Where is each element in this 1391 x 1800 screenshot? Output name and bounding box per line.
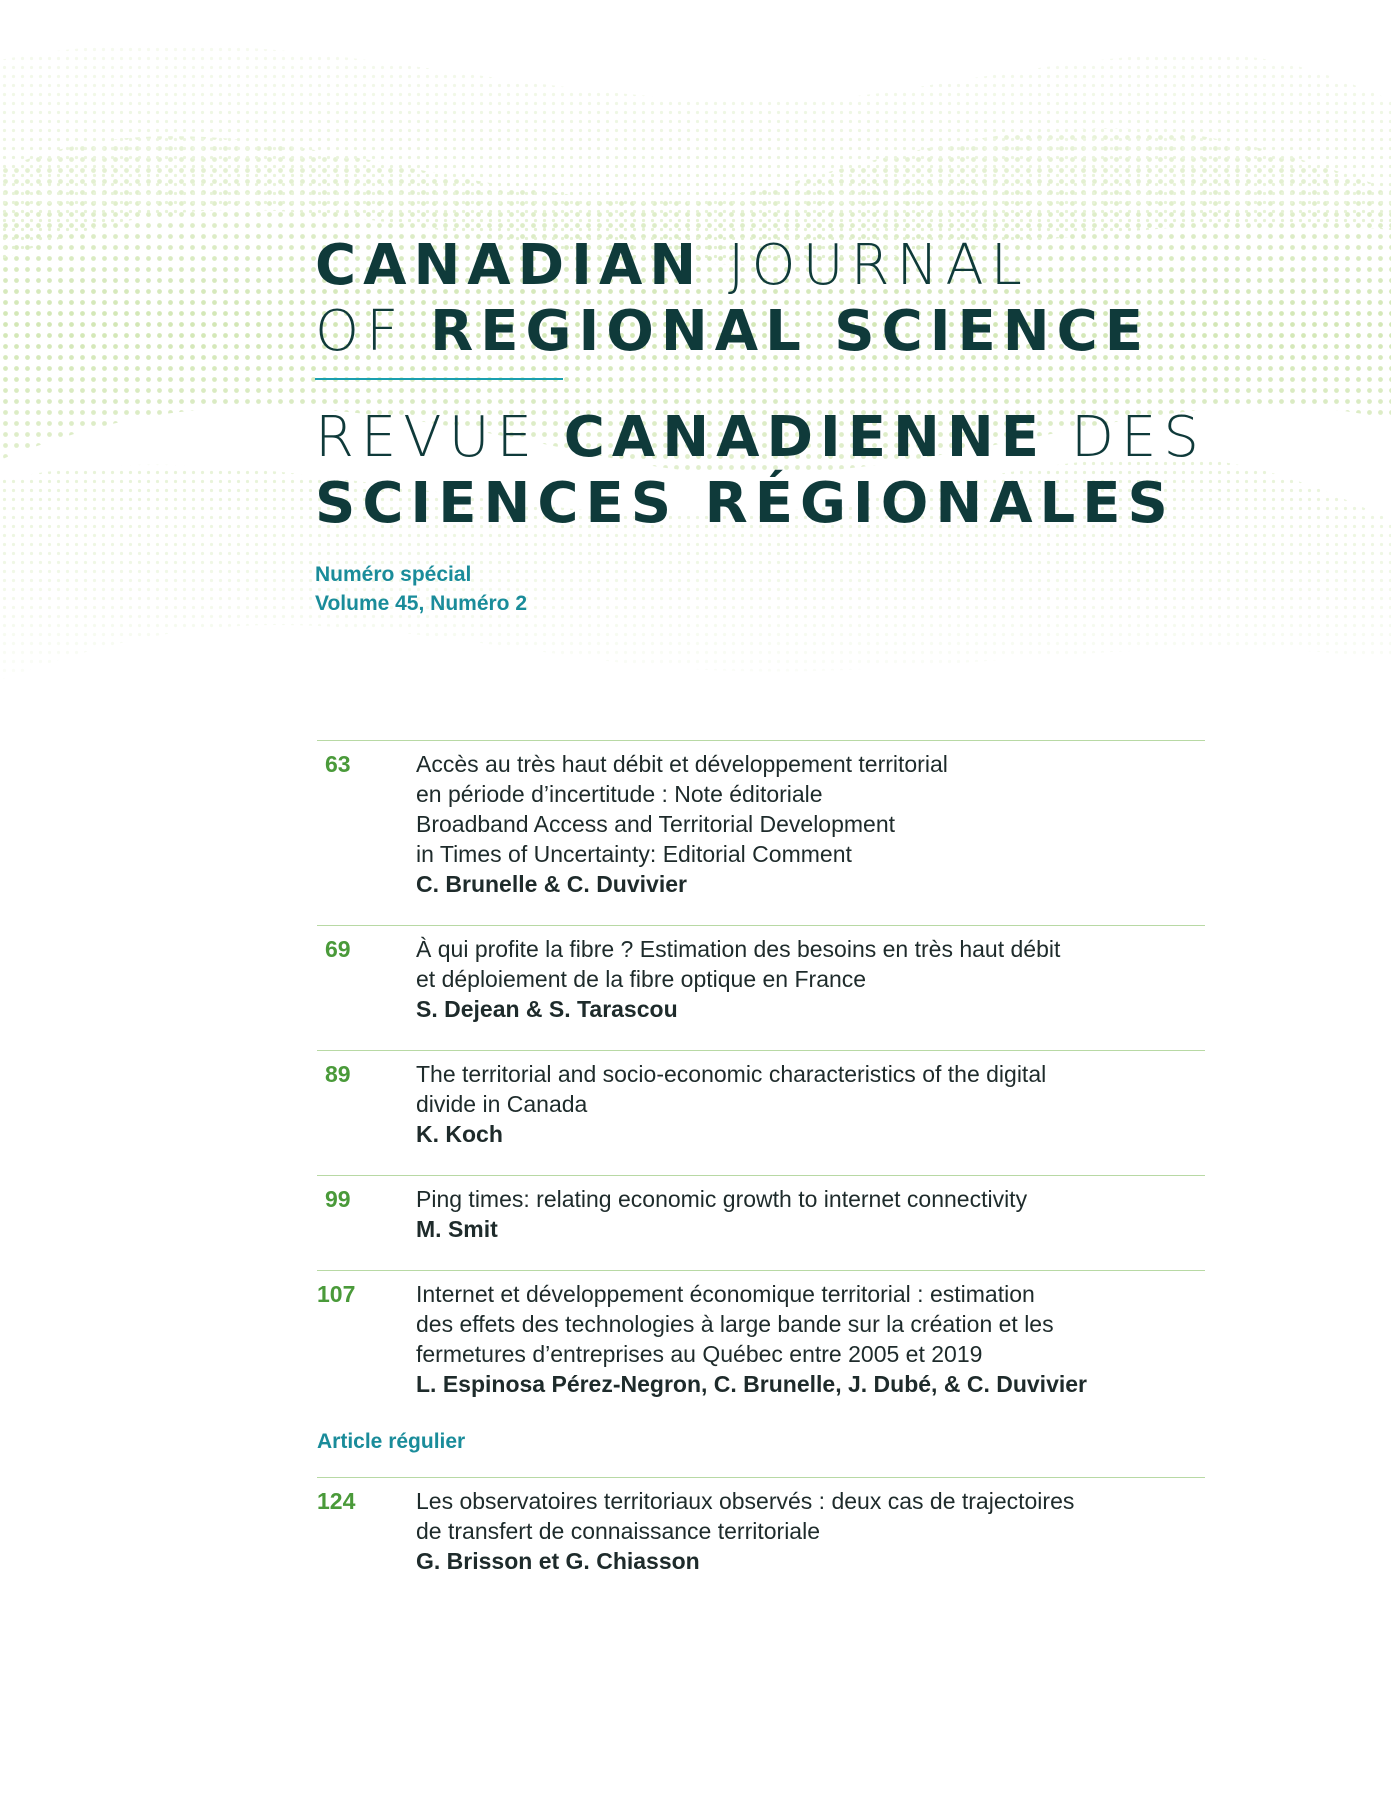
title-word: REVUE (315, 405, 539, 470)
toc-title-line: Les observatoires territoriaux observés : deux cas de trajectoires (416, 1488, 1075, 1514)
toc-title-line: fermetures d’entreprises au Québec entre 2005 et 2019 (416, 1341, 983, 1367)
journal-title-fr-line1 (315, 405, 1375, 476)
toc-title-line: Accès au très haut débit et développement territorial (416, 751, 948, 777)
toc-title-line: The territorial and socio-economic characteristics of the digital (416, 1061, 1047, 1087)
toc-title-line: Broadband Access and Territorial Development (416, 811, 896, 837)
journal-title-fr-line2 (315, 471, 1375, 542)
toc-entry[interactable] (317, 925, 1205, 1050)
toc-title-line: et déploiement de la fibre optique en France (416, 966, 867, 992)
special-issue-label: Numéro spécial (315, 563, 472, 586)
toc-entry-body (416, 1184, 1205, 1244)
journal-masthead (315, 233, 1375, 618)
toc-title-line: Internet et développement économique territorial : estimation (416, 1281, 1035, 1307)
toc-regular-list (317, 1477, 1205, 1602)
volume-label: Volume 45, Numéro 2 (315, 592, 528, 615)
toc-page-number: 69 (325, 936, 351, 962)
title-word: OF (315, 299, 406, 364)
toc-authors: G. Brisson et G. Chiasson (416, 1548, 700, 1574)
toc-entry[interactable] (317, 1270, 1205, 1425)
toc-title-line: À qui profite la fibre ? Estimation des besoins en très haut débit (416, 936, 1061, 962)
title-word: SCIENCES RÉGIONALES (315, 471, 1175, 536)
title-word: CANADIENNE (563, 405, 1047, 470)
toc-entry[interactable] (317, 1050, 1205, 1175)
toc-authors: L. Espinosa Pérez-Negron, C. Brunelle, J. Dubé, & C. Duvivier (416, 1371, 1087, 1397)
toc-authors: C. Brunelle & C. Duvivier (416, 871, 687, 897)
section-label-regular: Article régulier (317, 1430, 466, 1453)
toc-title-line: divide in Canada (416, 1091, 588, 1117)
toc-title-line: des effets des technologies à large bande sur la création et les (416, 1311, 1054, 1337)
toc-entry-body (416, 934, 1205, 1024)
toc-entry[interactable] (317, 1175, 1205, 1270)
journal-title-en-line2 (315, 299, 1375, 370)
toc-page-number: 63 (325, 751, 351, 777)
title-word: JOURNAL (727, 233, 1029, 298)
toc-title-line: de transfert de connaissance territoriale (416, 1518, 820, 1544)
toc-entry-body (416, 749, 1205, 899)
title-divider (315, 378, 563, 380)
toc-title-line: Ping times: relating economic growth to internet connectivity (416, 1186, 1028, 1212)
toc-entry-body (416, 1486, 1205, 1576)
toc-entry-body (416, 1279, 1205, 1399)
toc-title-line: en période d’incertitude : Note éditoriale (416, 781, 823, 807)
toc-page-number: 89 (325, 1061, 351, 1087)
issue-info (315, 560, 1375, 618)
journal-title-en-line1 (315, 233, 1375, 304)
toc-entry[interactable] (317, 1477, 1205, 1602)
title-word: REGIONAL SCIENCE (430, 299, 1151, 364)
toc-page-number: 107 (317, 1281, 356, 1307)
toc-authors: K. Koch (416, 1121, 503, 1147)
toc-page-number: 99 (325, 1186, 351, 1212)
toc-authors: M. Smit (416, 1216, 498, 1242)
title-word: CANADIAN (315, 233, 704, 298)
toc-entry[interactable] (317, 740, 1205, 925)
toc-title-line: in Times of Uncertainty: Editorial Comment (416, 841, 852, 867)
toc-page-number: 124 (317, 1488, 356, 1514)
title-word: DES (1070, 405, 1206, 470)
toc-entry-body (416, 1059, 1205, 1149)
table-of-contents (317, 740, 1205, 1602)
toc-authors: S. Dejean & S. Tarascou (416, 996, 678, 1022)
toc-entry-list (317, 740, 1205, 1425)
